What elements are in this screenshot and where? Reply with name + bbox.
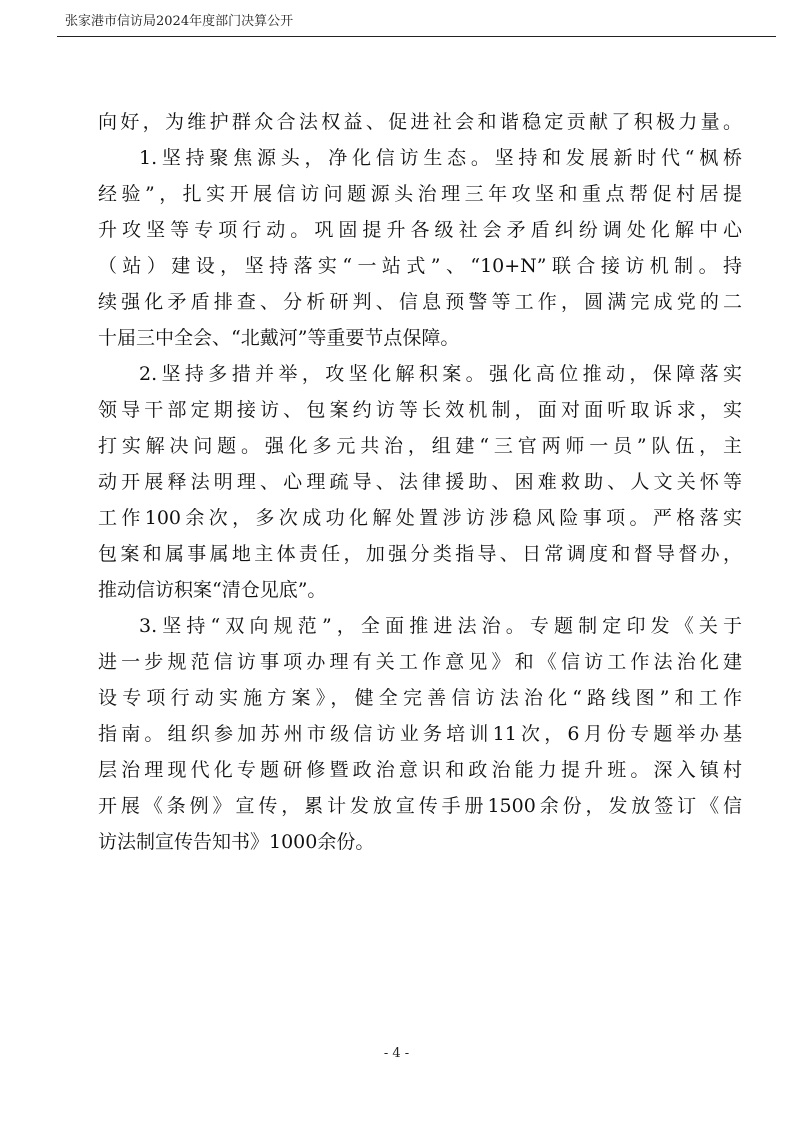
paragraph-line: 向好，为维护群众合法权益、促进社会和谐稳定贡献了积极力量。 — [98, 111, 742, 133]
paragraph-line: 工作100余次，多次成功化解处置涉访涉稳风险事项。严格落实 — [98, 507, 742, 529]
paragraph-line: 设专项行动实施方案》，健全完善信访法治化“路线图”和工作 — [98, 687, 742, 709]
paragraph-line: 推动信访积案“清仓见底”。 — [98, 579, 327, 601]
paragraph-line: 升攻坚等专项行动。巩固提升各级社会矛盾纠纷调处化解中心 — [98, 219, 742, 241]
paragraph-line: 动开展释法明理、心理疏导、法律援助、困难救助、人文关怀等 — [98, 471, 742, 493]
paragraph-line: 进一步规范信访事项办理有关工作意见》和《信访工作法治化建 — [98, 651, 742, 673]
paragraph-line: 打实解决问题。强化多元共治，组建“三官两师一员”队伍，主 — [98, 435, 742, 457]
document-body — [98, 104, 742, 860]
paragraph-line: 经验”，扎实开展信访问题源头治理三年攻坚和重点帮促村居提 — [98, 183, 742, 205]
paragraph-line: 3.坚持“双向规范”，全面推进法治。专题制定印发《关于 — [139, 615, 742, 637]
page-header — [57, 8, 776, 37]
paragraph-line: 包案和属事属地主体责任，加强分类指导、日常调度和督导督办， — [98, 543, 742, 565]
paragraph-line: 2.坚持多措并举，攻坚化解积案。强化高位推动，保障落实 — [139, 363, 742, 385]
paragraph-line: 访法制宣传告知书》1000余份。 — [98, 831, 375, 853]
paragraph-line: （站）建设，坚持落实“一站式”、“10+N”联合接访机制。持 — [98, 255, 742, 277]
paragraph-line: 十届三中全会、“北戴河”等重要节点保障。 — [98, 327, 460, 349]
paragraph-line: 层治理现代化专题研修暨政治意识和政治能力提升班。深入镇村 — [98, 759, 742, 781]
paragraph-line: 指南。组织参加苏州市级信访业务培训11次，6月份专题举办基 — [98, 723, 742, 745]
paragraph-line: 1.坚持聚焦源头，净化信访生态。坚持和发展新时代“枫桥 — [139, 147, 742, 169]
paragraph-line: 领导干部定期接访、包案约访等长效机制，面对面听取诉求，实 — [98, 399, 742, 421]
header-title: 张家港市信访局2024年度部门决算公开 — [65, 14, 294, 29]
paragraph-line: 开展《条例》宣传，累计发放宣传手册1500余份，发放签订《信 — [98, 795, 742, 817]
page-number: - 4 - — [383, 1046, 410, 1061]
paragraph-line: 续强化矛盾排查、分析研判、信息预警等工作，圆满完成党的二 — [98, 291, 742, 313]
